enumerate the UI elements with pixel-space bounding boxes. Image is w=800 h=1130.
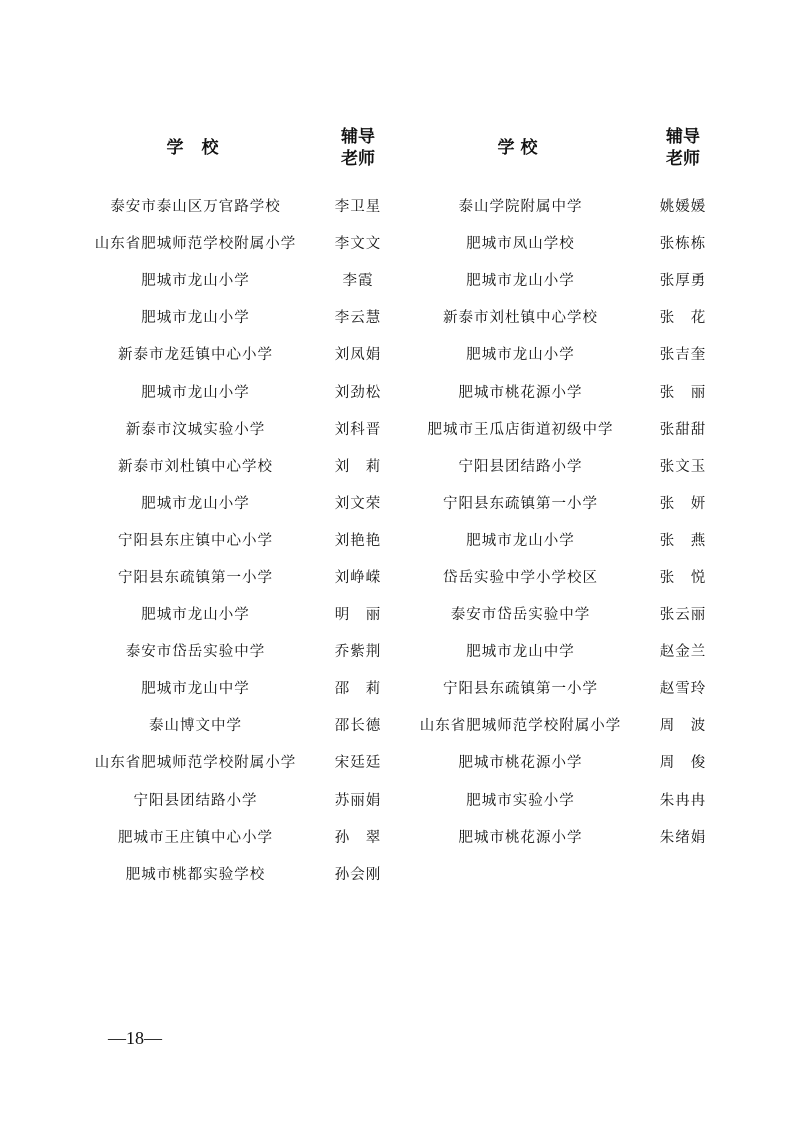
left-school-cell: 肥城市龙山中学 [141,681,250,698]
table-row [78,335,728,372]
left-teacher-cell: 李卫星 [334,199,382,216]
right-teacher-cell: 朱绪娟 [659,829,707,846]
right-school-cell: 泰山学院附属中学 [458,199,583,216]
table-row [78,410,728,447]
table-row [78,224,728,261]
left-teacher-cell: 孙会刚 [334,866,382,883]
table-row [78,447,728,484]
left-teacher-cell: 乔紫荆 [334,644,382,661]
left-teacher-cell: 刘凤娟 [334,347,382,364]
right-teacher-cell: 张 悦 [659,569,707,586]
right-teacher-cell: 张厚勇 [659,273,707,290]
left-teacher-cell: 李云慧 [334,310,382,327]
left-school-cell: 宁阳县团结路小学 [133,792,258,809]
right-school-cell: 肥城市龙山中学 [466,644,575,661]
left-teacher-cell: 邵长德 [334,718,382,735]
table-row [78,558,728,595]
table-row [78,706,728,743]
right-teacher-cell: 周 波 [659,718,707,735]
teacher-table-container [78,118,728,892]
right-teacher-cell: 张栋栋 [659,236,707,253]
left-teacher-cell: 刘文荣 [334,495,382,512]
right-teacher-cell: 赵金兰 [659,644,707,661]
right-school-cell: 肥城市龙山小学 [466,532,575,549]
left-school-cell: 宁阳县东疏镇第一小学 [118,569,273,586]
left-teacher-cell: 刘劲松 [334,384,382,401]
left-school-cell: 肥城市龙山小学 [141,495,250,512]
left-teacher-cell: 孙 翠 [334,829,382,846]
header-teacher-right-line1: 辅导 [666,127,700,147]
left-teacher-cell: 李文文 [334,236,382,253]
right-school-cell: 宁阳县东疏镇第一小学 [443,495,598,512]
header-teacher-left-line2: 老师 [341,149,375,169]
header-teacher-left-line1: 辅导 [341,127,375,147]
right-school-cell [403,855,638,892]
right-school-cell: 宁阳县团结路小学 [458,458,583,475]
left-school-cell: 肥城市王庄镇中心小学 [118,829,273,846]
right-teacher-cell: 周 俊 [659,755,707,772]
table-row [78,372,728,409]
right-school-cell: 肥城市桃花源小学 [458,755,583,772]
left-school-cell: 宁阳县东庄镇中心小学 [118,532,273,549]
right-school-cell: 肥城市王瓜店街道初级中学 [427,421,614,438]
left-teacher-cell: 刘峥嵘 [334,569,382,586]
right-school-cell: 泰安市岱岳实验中学 [450,607,591,624]
right-teacher-cell [638,855,728,892]
left-school-cell: 新泰市龙廷镇中心小学 [118,347,273,364]
right-school-cell: 肥城市实验小学 [466,792,575,809]
left-teacher-cell: 明 丽 [334,607,382,624]
table-row [78,632,728,669]
right-teacher-cell: 张 花 [659,310,707,327]
right-teacher-cell: 张 妍 [659,495,707,512]
right-teacher-cell: 朱冉冉 [659,792,707,809]
table-row [78,484,728,521]
left-school-cell: 肥城市龙山小学 [141,310,250,327]
left-school-cell: 泰安市泰山区万官路学校 [110,199,281,216]
table-body [78,178,728,892]
left-teacher-cell: 邵 莉 [334,681,382,698]
right-teacher-cell: 张甜甜 [659,421,707,438]
table-row [78,298,728,335]
right-teacher-cell: 姚媛媛 [659,199,707,216]
left-school-cell: 山东省肥城师范学校附属小学 [94,236,297,253]
right-school-cell: 肥城市桃花源小学 [458,384,583,401]
right-teacher-cell: 张文玉 [659,458,707,475]
right-teacher-cell: 张吉奎 [659,347,707,364]
left-school-cell: 肥城市龙山小学 [141,273,250,290]
table-row [78,521,728,558]
left-school-cell: 肥城市龙山小学 [141,384,250,401]
left-school-cell: 肥城市龙山小学 [141,607,250,624]
right-school-cell: 宁阳县东疏镇第一小学 [443,681,598,698]
table-row [78,187,728,224]
table-row [78,669,728,706]
page-number: —18— [108,1028,162,1048]
table-row [78,855,728,892]
right-school-cell: 肥城市龙山小学 [466,347,575,364]
left-teacher-cell: 苏丽娟 [334,792,382,809]
right-school-cell: 肥城市凤山学校 [466,236,575,253]
right-teacher-cell: 张 燕 [659,532,707,549]
right-teacher-cell: 张云丽 [659,607,707,624]
table-header-row [78,118,728,178]
header-spacer-row [78,178,728,187]
left-teacher-cell: 刘 莉 [334,458,382,475]
left-school-cell: 山东省肥城师范学校附属小学 [94,755,297,772]
right-school-cell: 新泰市刘杜镇中心学校 [443,310,598,327]
header-school-right: 学校 [497,138,544,158]
right-school-cell: 岱岳实验中学小学校区 [443,569,598,586]
left-teacher-cell: 宋廷廷 [334,755,382,772]
school-teacher-table [78,118,728,892]
header-teacher-right [638,118,728,178]
spacer-cell [78,178,728,187]
table-row [78,818,728,855]
left-school-cell: 泰山博文中学 [149,718,242,735]
header-school-left: 学 校 [166,138,225,158]
right-school-cell: 肥城市桃花源小学 [458,829,583,846]
right-school-cell: 肥城市龙山小学 [466,273,575,290]
right-teacher-cell: 赵雪玲 [659,681,707,698]
table-row [78,743,728,780]
table-row [78,595,728,632]
header-teacher-left [313,118,403,178]
left-school-cell: 肥城市桃都实验学校 [125,866,266,883]
left-teacher-cell: 刘艳艳 [334,532,382,549]
left-teacher-cell: 刘科晋 [334,421,382,438]
left-school-cell: 新泰市刘杜镇中心学校 [118,458,273,475]
left-school-cell: 新泰市汶城实验小学 [125,421,266,438]
table-row [78,781,728,818]
header-teacher-right-line2: 老师 [666,149,700,169]
right-school-cell: 山东省肥城师范学校附属小学 [419,718,622,735]
right-teacher-cell: 张 丽 [659,384,707,401]
table-row [78,261,728,298]
left-school-cell: 泰安市岱岳实验中学 [125,644,266,661]
left-teacher-cell: 李霞 [342,273,374,290]
